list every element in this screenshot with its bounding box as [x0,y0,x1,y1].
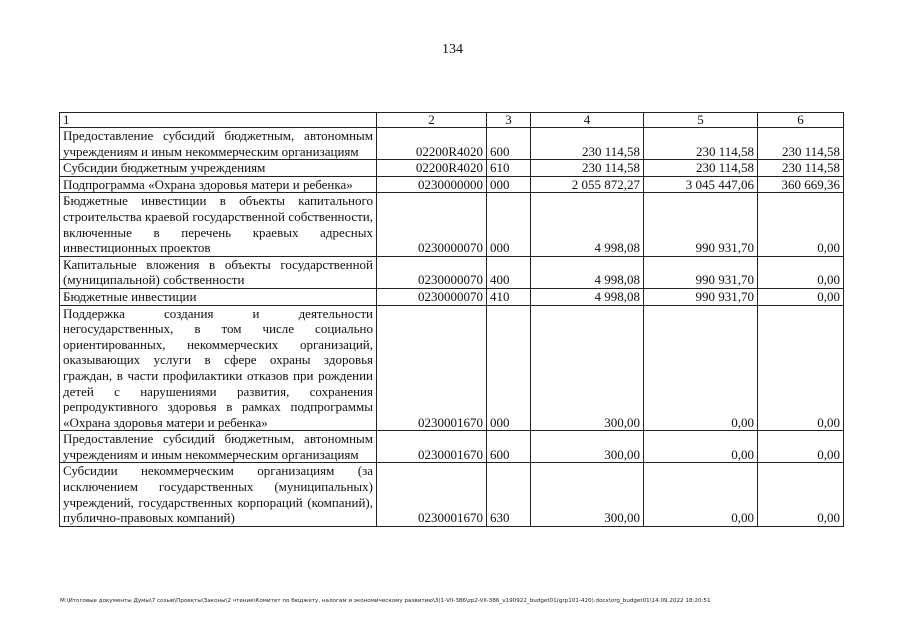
row-type: 000 [487,305,531,431]
table-row [60,193,844,256]
budget-table [59,112,844,527]
row-name: Поддержка создания и деятельности негосударственных, в том числе социально ориентированных, некоммерческих организаций, оказывающих услуги в сфере охраны здоровья граждан, в части профилактики отказов при рождении детей с нарушениями развития, сохранения репродуктивного здоровья в рамках подпрограммы «Охрана здоровья матери и ребенка» [60,305,377,431]
row-name: Субсидии некоммерческим организациям (за исключением государственных (муниципальных) учреждений, государственных корпораций (компаний), публично-правовых компаний) [60,463,377,526]
row-value-1: 2 055 872,27 [531,176,644,193]
table-row [60,288,844,305]
header-cell-6: 6 [758,113,844,128]
row-value-2: 0,00 [644,431,758,463]
row-value-2: 990 931,70 [644,193,758,256]
row-type: 410 [487,288,531,305]
table-row [60,256,844,288]
row-value-2: 230 114,58 [644,160,758,177]
row-value-3: 0,00 [758,256,844,288]
row-type: 600 [487,431,531,463]
row-value-1: 230 114,58 [531,160,644,177]
row-value-1: 4 998,08 [531,256,644,288]
row-name: Субсидии бюджетным учреждениям [60,160,377,177]
row-value-1: 300,00 [531,431,644,463]
row-value-1: 300,00 [531,463,644,526]
row-code: 0230001670 [377,305,487,431]
header-cell-2: 2 [377,113,487,128]
row-value-3: 0,00 [758,193,844,256]
row-value-2: 0,00 [644,305,758,431]
row-value-3: 0,00 [758,463,844,526]
row-value-2: 990 931,70 [644,256,758,288]
row-code: 0230001670 [377,463,487,526]
table-row [60,128,844,160]
row-name: Подпрограмма «Охрана здоровья матери и ребенка» [60,176,377,193]
file-path-footer: M:\Итоговые документы Думы\7 созыв\Проекты\Законы\2 чтение\Комитет по бюджету, налогам и экономическому развитию\3(1-VII-386\zp2-VII-386_v190922_budget01(grp101-420).docx\org_budget01\14.09.2022 18:20:51 [60,598,711,604]
row-code: 02200R4020 [377,128,487,160]
row-type: 000 [487,176,531,193]
row-value-3: 230 114,58 [758,128,844,160]
table-row [60,431,844,463]
row-value-2: 990 931,70 [644,288,758,305]
row-name: Капитальные вложения в объекты государственной (муниципальной) собственности [60,256,377,288]
row-code: 0230000070 [377,193,487,256]
row-value-1: 4 998,08 [531,193,644,256]
row-value-3: 0,00 [758,305,844,431]
row-name: Бюджетные инвестиции [60,288,377,305]
row-value-3: 230 114,58 [758,160,844,177]
header-cell-5: 5 [644,113,758,128]
row-value-1: 300,00 [531,305,644,431]
table-header-row [60,113,844,128]
row-value-2: 0,00 [644,463,758,526]
row-type: 600 [487,128,531,160]
row-type: 000 [487,193,531,256]
row-value-1: 230 114,58 [531,128,644,160]
header-cell-1: 1 [60,113,377,128]
row-name: Предоставление субсидий бюджетным, автономным учреждениям и иным некоммерческим организациям [60,431,377,463]
header-cell-4: 4 [531,113,644,128]
row-type: 630 [487,463,531,526]
header-cell-3: 3 [487,113,531,128]
row-name: Бюджетные инвестиции в объекты капитального строительства краевой государственной собственности, включенные в перечень краевых адресных инвестиционных проектов [60,193,377,256]
table-row [60,305,844,431]
row-value-2: 230 114,58 [644,128,758,160]
row-type: 400 [487,256,531,288]
row-code: 0230000000 [377,176,487,193]
row-value-3: 0,00 [758,288,844,305]
page-number: 134 [442,42,463,57]
row-value-1: 4 998,08 [531,288,644,305]
row-value-3: 360 669,36 [758,176,844,193]
row-code: 02200R4020 [377,160,487,177]
table-row [60,160,844,177]
row-value-3: 0,00 [758,431,844,463]
table-row [60,176,844,193]
row-code: 0230000070 [377,288,487,305]
row-type: 610 [487,160,531,177]
row-value-2: 3 045 447,06 [644,176,758,193]
row-name: Предоставление субсидий бюджетным, автономным учреждениям и иным некоммерческим организациям [60,128,377,160]
table-row [60,463,844,526]
row-code: 0230000070 [377,256,487,288]
row-code: 0230001670 [377,431,487,463]
